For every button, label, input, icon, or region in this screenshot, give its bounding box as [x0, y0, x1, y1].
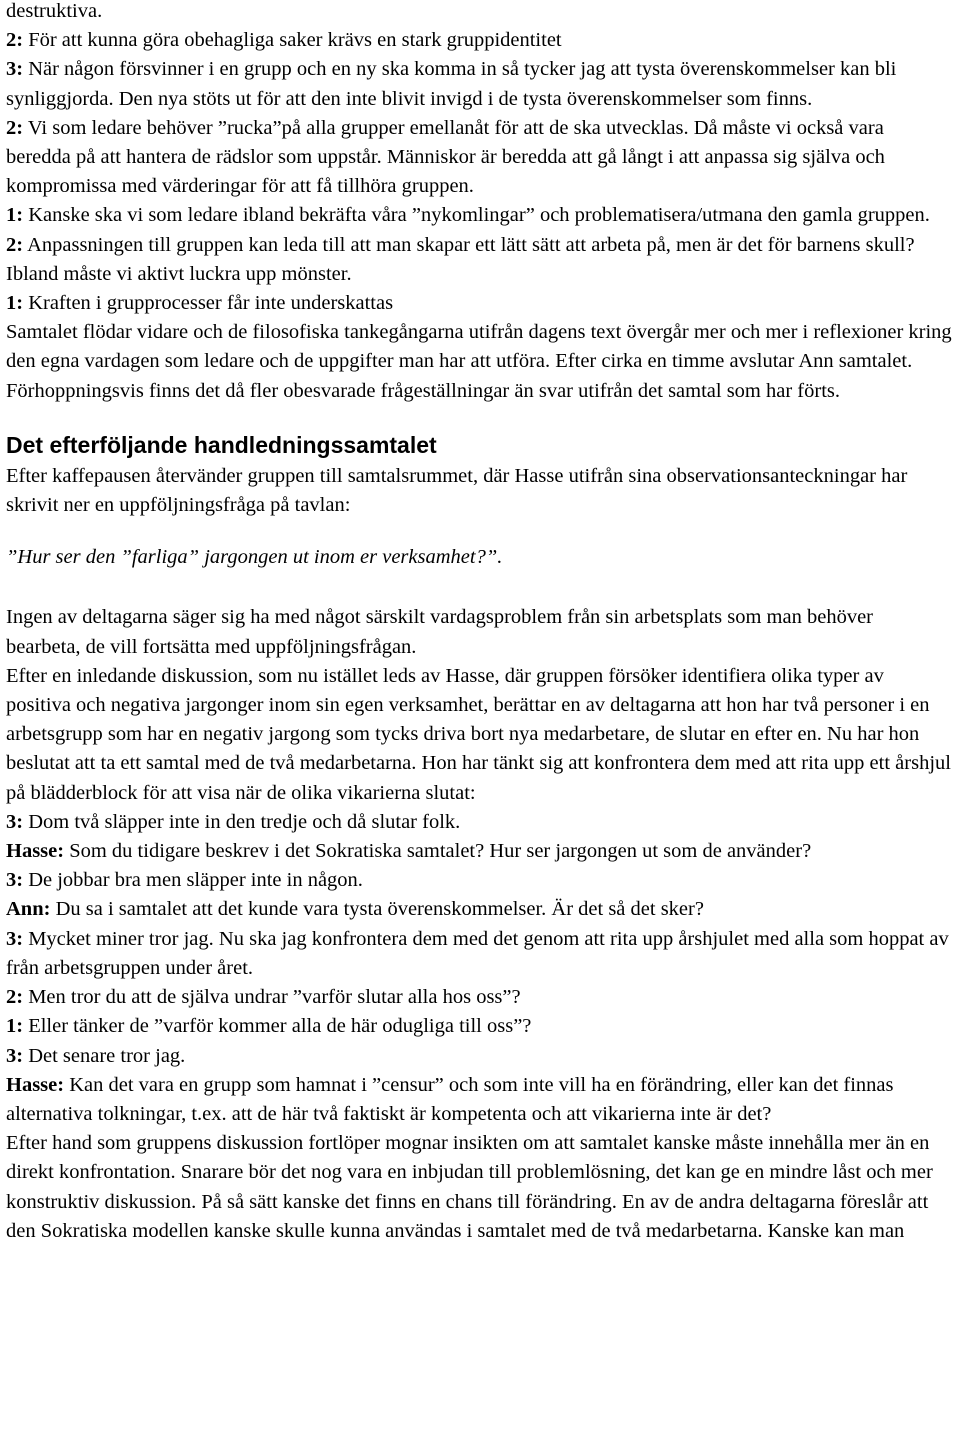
dialogue-text: För att kunna göra obehagliga saker krävs en stark gruppidentitet: [23, 29, 562, 52]
paragraph-text: destruktiva.: [6, 0, 103, 22]
dialogue-line: [6, 837, 952, 866]
dialogue-line: [6, 1071, 952, 1129]
dialogue-text: Vi som ledare behöver ”rucka”på alla grupper emellanåt för att de ska utvecklas. Då måste vi också vara beredda på att hantera de rädslor som uppstår. Människor är beredda att gå långt i att anpassa sig själva och kompromissa med värderingar för att få tillhöra gruppen.: [6, 116, 885, 198]
dialogue-line: [6, 808, 952, 837]
dialogue-line: [6, 114, 952, 202]
dialogue-line: [6, 925, 952, 983]
paragraph: [6, 603, 952, 661]
dialogue-text: Mycket miner tror jag. Nu ska jag konfrontera dem med det genom att rita upp årshjulet med alla som hoppat av från arbetsgruppen under året.: [6, 927, 949, 979]
speaker-label: 1:: [6, 204, 24, 227]
dialogue-text: Anpassningen till gruppen kan leda till att man skapar ett lätt sätt att arbeta på, men är det för barnens skull? Ibland måste vi aktivt luckra upp mönster.: [6, 233, 915, 285]
dialogue-text: Som du tidigare beskrev i det Sokratiska samtalet? Hur ser jargongen ut som de använder?: [64, 840, 812, 863]
speaker-label: 1:: [6, 292, 24, 315]
paragraph: [6, 662, 952, 808]
section-heading: Det efterföljande handledningssamtalet: [6, 431, 437, 458]
speaker-label: 2:: [6, 29, 24, 52]
dialogue-line: [6, 1042, 952, 1071]
dialogue-text: De jobbar bra men släpper inte in någon.: [23, 869, 363, 892]
speaker-label: 2:: [6, 233, 24, 256]
speaker-label: 3:: [6, 927, 24, 950]
paragraph-text: Efter en inledande diskussion, som nu istället leds av Hasse, där gruppen försöker identifiera olika typer av positiva och negativa jargonger inom sin egen verksamhet, berättar en av deltagarna att hon har två personer i en arbetsgrupp som har en negativ jargong som tycks driva bort nya medarbetare, de slutar en efter en. Nu har hon beslutat att ta ett samtal med de två medarbetarna. Hon har tänkt sig att konfrontera dem med att rita upp ett årshjul på blädderblock för att visa när de olika vikarierna slutat:: [6, 664, 951, 804]
speaker-label: 3:: [6, 58, 24, 81]
dialogue-line: [6, 866, 952, 895]
dialogue-text: När någon försvinner i en grupp och en ny ska komma in så tycker jag att tysta överenskommelser kan bli synliggjorda. Den nya stöts ut för att den inte blivit invigd i de tysta överenskommelser som finns.: [6, 58, 897, 110]
paragraph-text: Ingen av deltagarna säger sig ha med något särskilt vardagsproblem från sin arbetsplats som man behöver bearbeta, de vill fortsätta med uppföljningsfrågan.: [6, 606, 873, 658]
document-page: [6, 0, 952, 1246]
dialogue-text: Dom två släpper inte in den tredje och då slutar folk.: [23, 810, 461, 833]
dialogue-text: Kanske ska vi som ledare ibland bekräfta våra ”nykomlingar” och problematisera/utmana den gamla gruppen.: [23, 204, 930, 227]
dialogue-text: Det senare tror jag.: [23, 1044, 186, 1067]
follow-up-question: ”Hur ser den ”farliga” jargongen ut inom er verksamhet?”.: [6, 546, 503, 569]
speaker-label: 2:: [6, 986, 24, 1009]
dialogue-line: [6, 55, 952, 113]
dialogue-section: [6, 0, 952, 406]
dialogue-text: Eller tänker de ”varför kommer alla de här odugliga till oss”?: [23, 1015, 532, 1038]
speaker-label: Ann:: [6, 898, 51, 921]
paragraph-text: Efter hand som gruppens diskussion fortlöper mognar insikten om att samtalet kanske måste innehålla mer än en direkt konfrontation. Snarare bör det nog vara en inbjudan till problemlösning, det kan ge en mindre låst och mer konstruktiv diskussion. På så sätt kanske det finns en chans till förändring. En av de andra deltagarna föreslår att den Sokratiska modellen kanske skulle kunna användas i samtalet med de två medarbetarna. Kanske kan man: [6, 1132, 933, 1242]
dialogue-line: [6, 895, 952, 924]
section-intro: Efter kaffepausen återvänder gruppen till samtalsrummet, där Hasse utifrån sina observationsanteckningar har skrivit ner en uppföljningsfråga på tavlan:: [6, 464, 908, 517]
dialogue-line: [6, 231, 952, 289]
dialogue-line: [6, 201, 952, 230]
dialogue-line: [6, 983, 952, 1012]
section-body: [6, 603, 952, 1245]
paragraph: [6, 0, 952, 26]
dialogue-line: [6, 1012, 952, 1041]
dialogue-line: [6, 289, 952, 318]
dialogue-text: Du sa i samtalet att det kunde vara tysta överenskommelser. Är det så det sker?: [50, 898, 704, 921]
dialogue-text: Kan det vara en grupp som hamnat i ”censur” och som inte vill ha en förändring, eller kan det finnas alternativa tolkningar, t.ex. att de här två faktiskt är kompetenta och att vikarierna inte är det?: [6, 1073, 894, 1125]
paragraph-text: Samtalet flödar vidare och de filosofiska tankegångarna utifrån dagens text övergår mer och mer i reflexioner kring den egna vardagen som ledare och de uppgifter man har att utföra. Efter cirka en timme avslutar Ann samtalet. Förhoppningsvis finns det då fler obesvarade frågeställningar än svar utifrån det samtal som har förts.: [6, 321, 952, 402]
speaker-label: 3:: [6, 1044, 24, 1067]
paragraph: [6, 1129, 952, 1246]
speaker-label: 3:: [6, 869, 24, 892]
dialogue-line: [6, 26, 952, 55]
paragraph: [6, 318, 952, 406]
dialogue-text: Men tror du att de själva undrar ”varför slutar alla hos oss”?: [23, 986, 521, 1009]
dialogue-text: Kraften i grupprocesser får inte underskattas: [23, 292, 394, 315]
speaker-label: Hasse:: [6, 1073, 65, 1096]
speaker-label: 2:: [6, 116, 24, 139]
speaker-label: 3:: [6, 810, 24, 833]
speaker-label: Hasse:: [6, 840, 65, 863]
speaker-label: 1:: [6, 1015, 24, 1038]
